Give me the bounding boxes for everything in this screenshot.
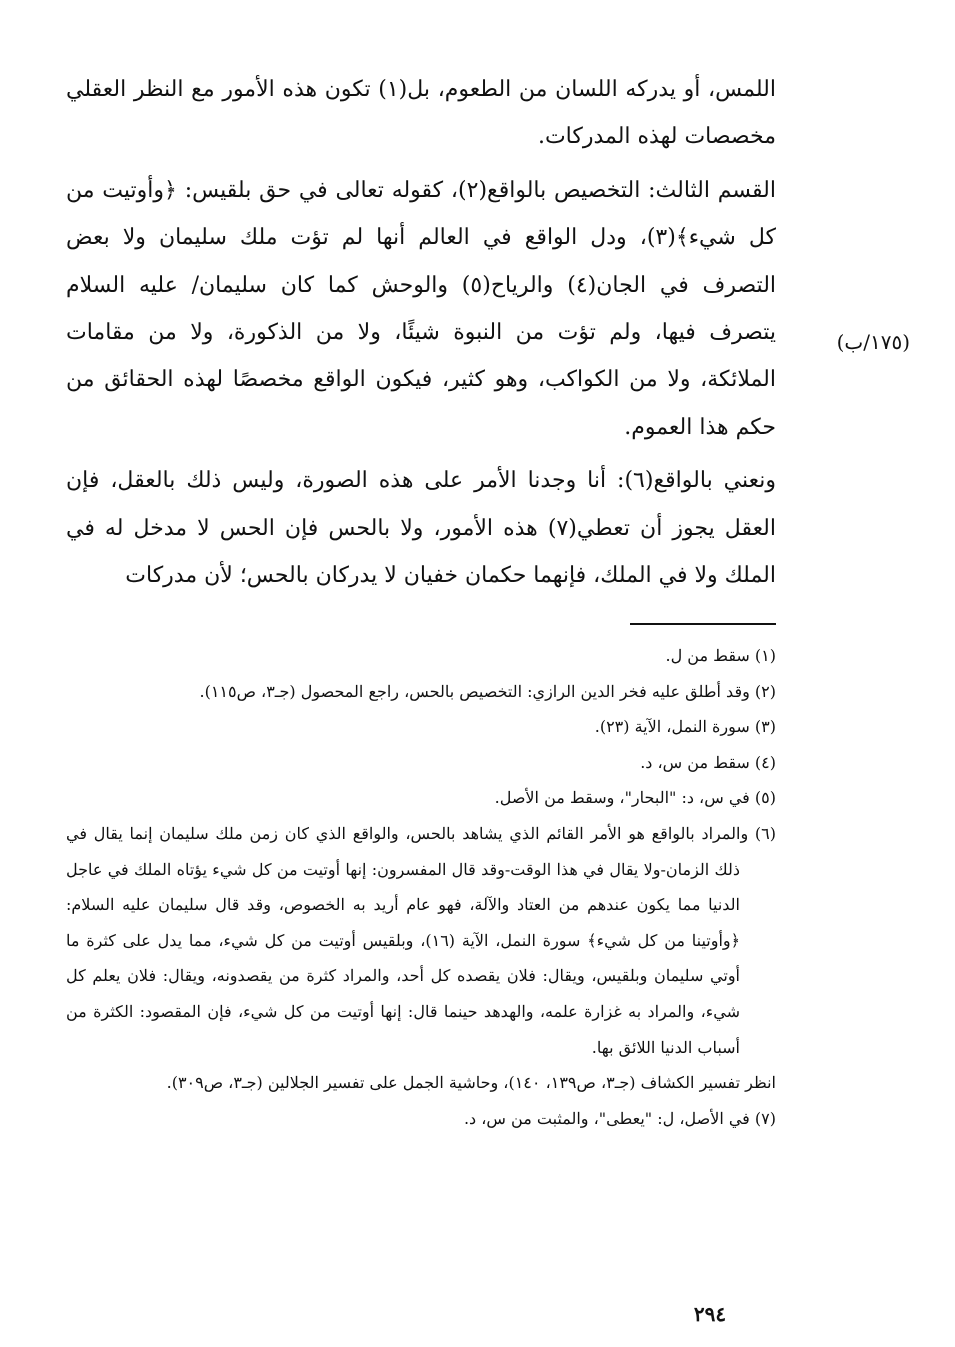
paragraph-2: القسم الثالث: التخصيص بالواقع(٢)، كقوله تعالى في حق بلقيس: ﴿وأوتيت من كل شيء﴾(٣)، ودل الواقع في العالم أنها لم تؤت ملك سليمان ولا بعض التصرف في الجان(٤) والرياح(٥) والوحش كما كان سليمان/ عليه السلام يتصرف فيها، ولم تؤت من النبوة شيئًا، ولا من الذكورة، ولا من مقامات الملائكة، ولا من الكواكب، وهو كثير، فيكون الواقع مخصصًا لهذه الحقائق من حكم هذا العموم. — [66, 177, 777, 440]
footnotes — [66, 638, 776, 1136]
main-text — [66, 66, 776, 599]
footnote-7: (٧) في الأصل، ل: "يعطى"، والمثبت من س، د. — [463, 1108, 776, 1128]
footnote-2: (٢) وقد أطلق عليه فخر الدين الرازي: التخصيص بالحس، راجع المحصول (جـ٣، ص١١٥). — [199, 681, 776, 701]
paragraph-3: ونعني بالواقع(٦): أنا وجدنا الأمر على هذه الصورة، وليس ذلك بالعقل، فإن العقل يجوز أن تعطي(٧) هذه الأمور، ولا بالحس فإن الحس لا مدخل له في الملك ولا في الملك، فإنهما حكمان خفيان لا يدركان بالحس؛ لأن مدركات — [66, 468, 776, 589]
page-number: ٢٩٤ — [693, 1302, 727, 1326]
footnote-separator — [630, 623, 776, 625]
footnote-6-continuation: انظر تفسير الكشاف (جـ٣، ص١٣٩، ١٤٠)، وحاشية الجمل على تفسير الجلالين (جـ٣، ص٣٠٩). — [166, 1073, 776, 1093]
footnote-5: (٥) في س، د: "البحار"، وسقط من الأصل. — [494, 788, 776, 808]
footnote-1: (١) سقط من ل. — [665, 646, 776, 665]
footnote-3: (٣) سورة النمل، الآية (٢٣). — [594, 717, 776, 737]
paragraph-1: اللمس، أو يدركه اللسان من الطعوم، بل(١) تكون هذه الأمور مع النظر العقلي مخصصات لهذه المدركات. — [66, 77, 776, 150]
manuscript-folio-note: (١٧٥/ب) — [836, 330, 910, 354]
footnote-4: (٤) سقط من س، د. — [640, 752, 776, 772]
footnote-6: (٦) والمراد بالواقع هو الأمر القائم الذي يشاهد بالحس، والواقع الذي كان زمن ملك سليمان إنما يقال في ذلك الزمان-ولا يقال في هذا الوقت-وقد قال المفسرون: إنها أوتيت من كل شيء يؤتاه الملك في عاجل الدنيا مما يكون عندهم من العتاد والآلة، فهو عام أريد به الخصوص، وقد قال سليمان عليه السلام: ﴿وأوتينا من كل شيء﴾ سورة النمل، الآية (١٦)، وبلقيس أوتيت من كل شيء، مما يدل على كثرة ما أوتي سليمان وبلقيس، ويقال: فلان يقصده كل أحد، والمراد كثرة من يقصدونه، ويقال: فلان يعلم كل شيء، والمراد به غزارة علمه، والهدهد حينما قال: إنها أوتيت من كل شيء، فإن المقصود: الكثرة من أسباب الدنيا اللائق بها. — [66, 823, 776, 1057]
